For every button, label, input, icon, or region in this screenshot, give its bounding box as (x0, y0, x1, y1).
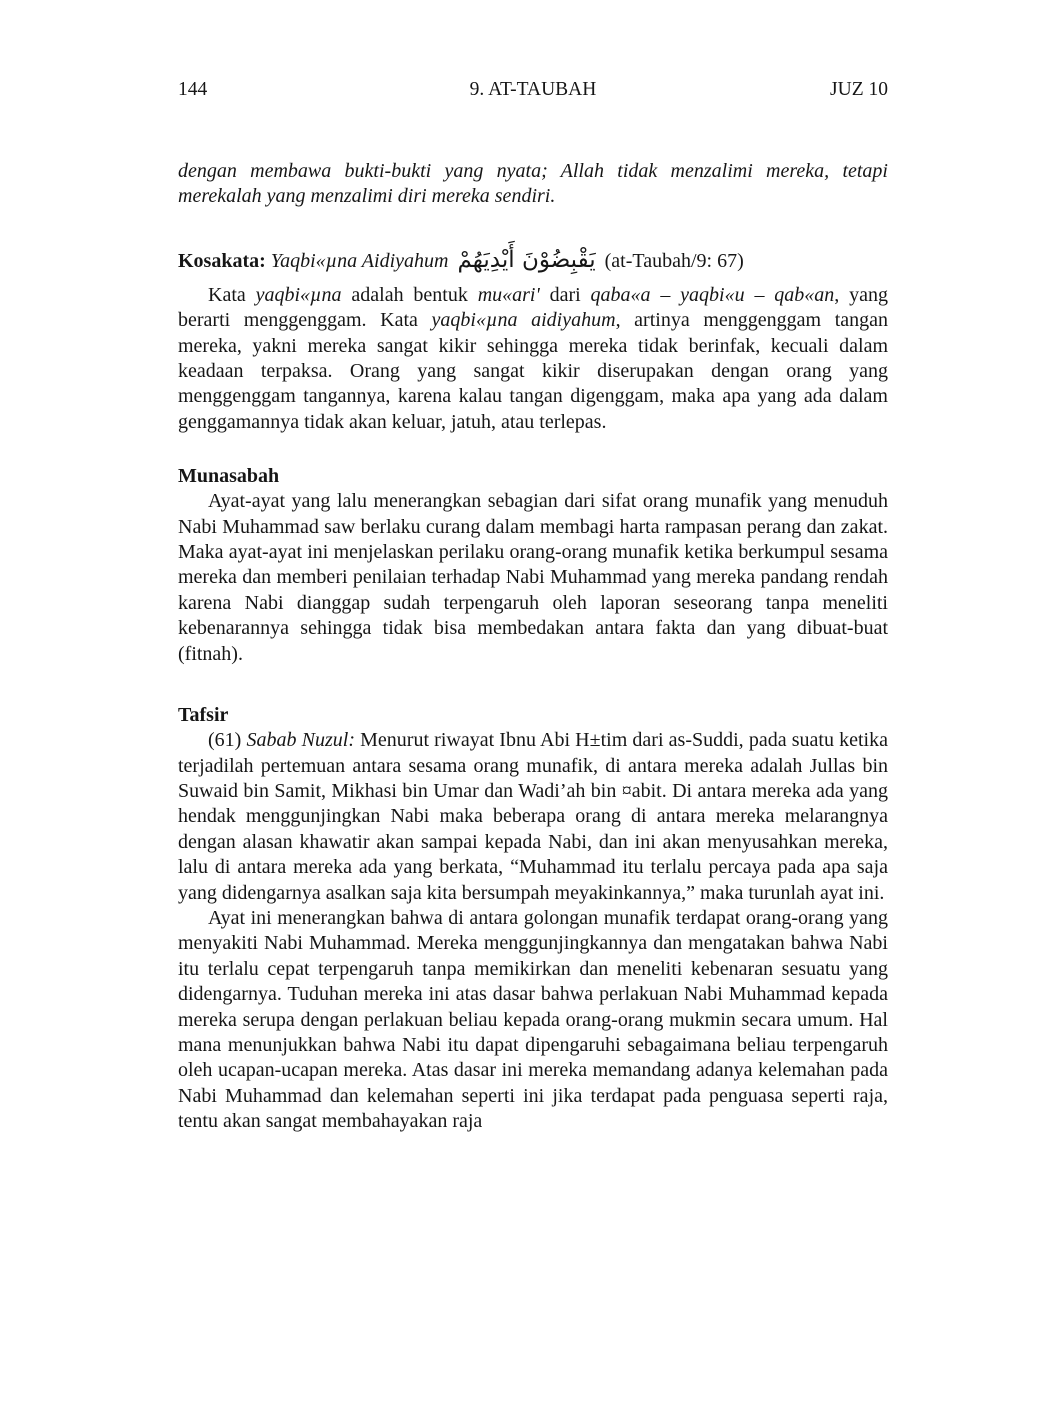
juz-label: JUZ 10 (830, 79, 888, 100)
text-segment: qaba«a – yaqbi«u – qab«an (590, 283, 835, 306)
text-segment: , artinya menggenggam tangan mereka, yakni mereka sangat kikir sehingga mereka tidak berinfak, kecuali dalam keadaan terpaksa. Orang yang sangat kikir diserupakan dengan orang yang menggenggam tangannya, karena kalau tangan digenggam, maka apa yang ada dalam genggamannya tidak akan keluar, jatuh, atau terlepas. (178, 309, 888, 433)
page-header (178, 78, 888, 102)
text-segment: Yaqbi«µna Aidiyahum (270, 249, 449, 272)
text-block (178, 78, 888, 1135)
text-segment: adalah bentuk (341, 283, 478, 306)
text-segment: yaqbi«µna aidiyahum (431, 309, 616, 332)
text-segment: (61) (208, 729, 247, 752)
text-segment: Sabab Nuzul: (246, 729, 355, 752)
text-segment: yaqbi«µna (255, 283, 342, 306)
arabic-phrase: يَقْبِضُوْنَ أَيْدِيَهُمْ (457, 246, 596, 273)
text-segment: Menurut riwayat Ibnu Abi H±tim dari as-Suddi, pada suatu ketika terjadilah pertemuan antara sesama orang munafik, di antara mereka adalah Jullas bin Suwaid bin Samit, Mikhasi bin Umar dan Wadi’ah bin ¤abit. Di antara mereka ada yang hendak menggunjingkan Nabi maka beberapa orang di antara mereka melarangnya dengan alasan khawatir akan sampai kepada Nabi, dan ini akan menyusahkan mereka, lalu di antara mereka ada yang berkata, “Muhammad itu terlalu percaya pada apa saja yang didengarnya asalkan saja kita bersumpah meyakinkannya,” maka turunlah ayat ini. (178, 729, 888, 904)
translation-quote: dengan membawa bukti-bukti yang nyata; Allah tidak menzalimi mereka, tetapi merekalah yang menzalimi diri mereka sendiri. (178, 160, 888, 208)
text-segment: Kata (208, 283, 256, 306)
tafsir-heading: Tafsir (178, 704, 229, 727)
kosakata-heading (178, 244, 888, 278)
kosakata-paragraph (178, 283, 888, 435)
chapter-title: 9. AT-TAUBAH (469, 79, 597, 100)
text-segment: , yang berarti menggenggam. Kata (178, 283, 888, 332)
text-segment: Kosakata: (178, 249, 266, 272)
tafsir-paragraph-1 (178, 728, 888, 906)
munasabah-heading: Munasabah (178, 465, 280, 488)
text-segment: (at-Taubah/9: 67) (599, 249, 744, 272)
page-number: 144 (178, 79, 208, 100)
text-segment: dari (539, 283, 591, 306)
tafsir-paragraph-2: Ayat ini menerangkan bahwa di antara golongan munafik terdapat orang-orang yang menyakiti Nabi Muhammad. Mereka menggunjingkannya dan mengatakan bahwa Nabi itu terlalu cepat terpengaruh tanpa memikirkan dan meneliti kebenaran sesuatu yang didengarnya. Tuduhan mereka ini atas dasar bahwa perlakuan Nabi Muhammad kepada mereka serupa dengan perlakuan beliau kepada orang-orang mukmin secara umum. Hal mana menunjukkan bahwa Nabi itu dapat dipengaruhi sebagaimana beliau terpengaruh oleh ucapan-ucapan mereka. Atas dasar ini mereka memandang adanya kelemahan pada Nabi Muhammad dan kelemahan seperti ini jika terdapat pada penguasa seperti raja, tentu akan sangat membahayakan raja (178, 906, 888, 1133)
text-segment: mu«ari' (477, 283, 540, 306)
munasabah-paragraph: Ayat-ayat yang lalu menerangkan sebagian dari sifat orang munafik yang menuduh Nabi Muhammad saw berlaku curang dalam membagi harta rampasan perang dan zakat. Maka ayat-ayat ini menjelaskan perilaku orang-orang munafik ketika berkumpul sesama mereka dan memberi penilaian terhadap Nabi Muhammad yang mereka pandang rendah karena Nabi dianggap sudah terpengaruh oleh laporan seseorang tanpa meneliti kebenarannya sehingga tidak bisa membedakan antara fakta dan yang dibuat-buat (fitnah). (178, 490, 888, 665)
